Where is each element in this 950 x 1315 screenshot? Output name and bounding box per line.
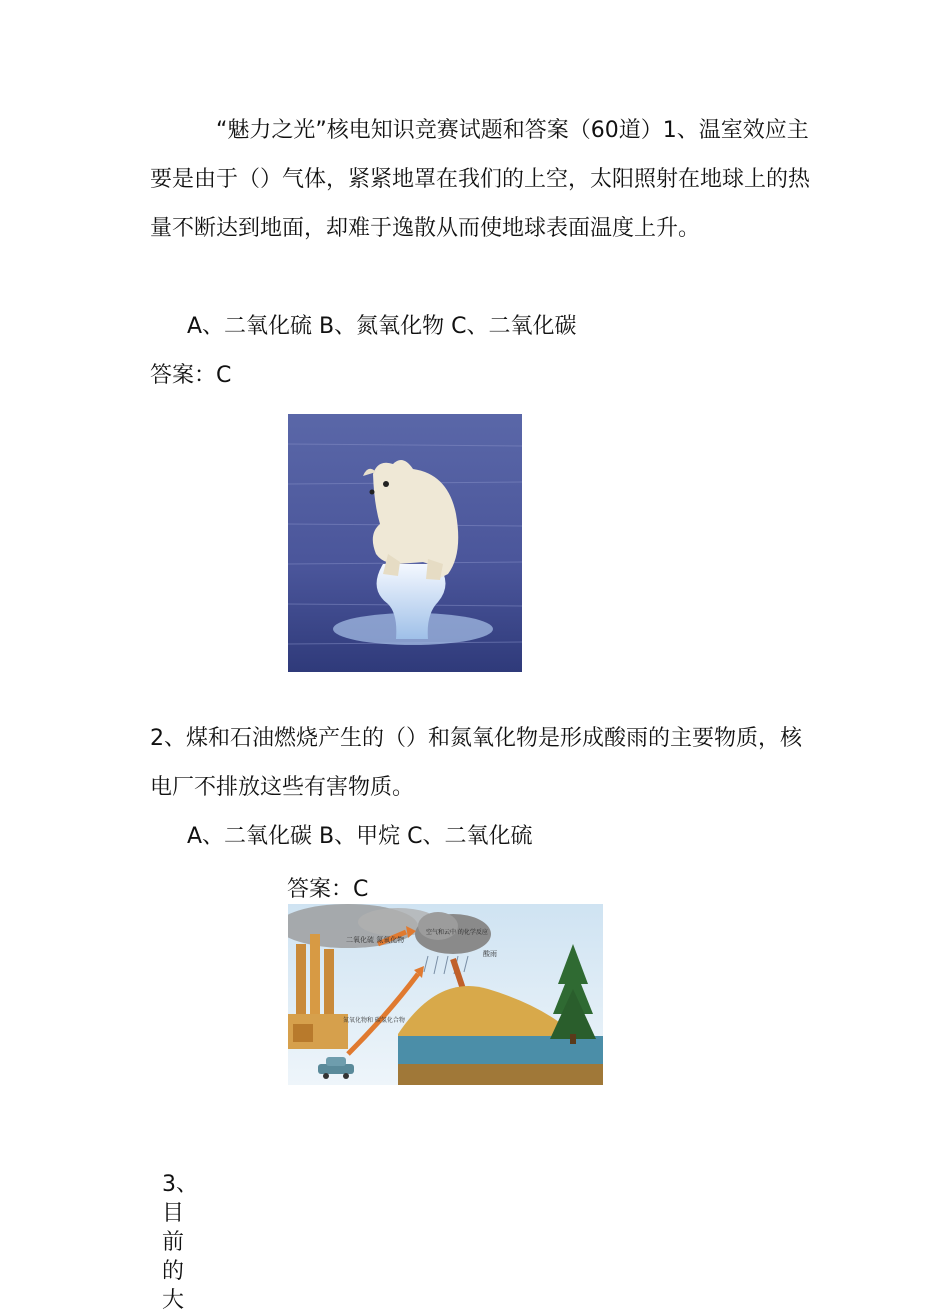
- label-cloud: 空气和云中 的化学反应: [426, 929, 488, 936]
- question-2-text: 2、煤和石油燃烧产生的（）和氮氧化物是形成酸雨的主要物质，核电厂不排放这些有害物质。: [150, 726, 802, 800]
- question-1-answer: 答案：C: [150, 363, 232, 388]
- label-rain: 酸雨: [483, 950, 497, 958]
- label-car-emissions: 氮氧化物和 碳氢化合物: [343, 1017, 405, 1024]
- label-emissions: 二氧化硫 氮氧化物: [346, 936, 405, 944]
- question-2-answer: 答案：C: [287, 877, 369, 902]
- question-1-options: A、二氧化硫 B、氮氧化物 C、二氧化碳: [187, 314, 577, 339]
- acid-rain-diagram: [288, 904, 603, 1085]
- question-2-options: A、二氧化碳 B、甲烷 C、二氧化硫: [187, 824, 533, 849]
- question-1-text: “魅力之光”核电知识竞赛试题和答案（60道）1、温室效应主要是由于（）气体，紧紧地罩在我们的上空，太阳照射在地球上的热量不断达到地面，却难于逸散从而使地球表面温度上升。: [150, 118, 811, 241]
- question-3-fragment: 3、目前的大: [162, 1172, 198, 1313]
- polar-bear-image: [288, 414, 522, 672]
